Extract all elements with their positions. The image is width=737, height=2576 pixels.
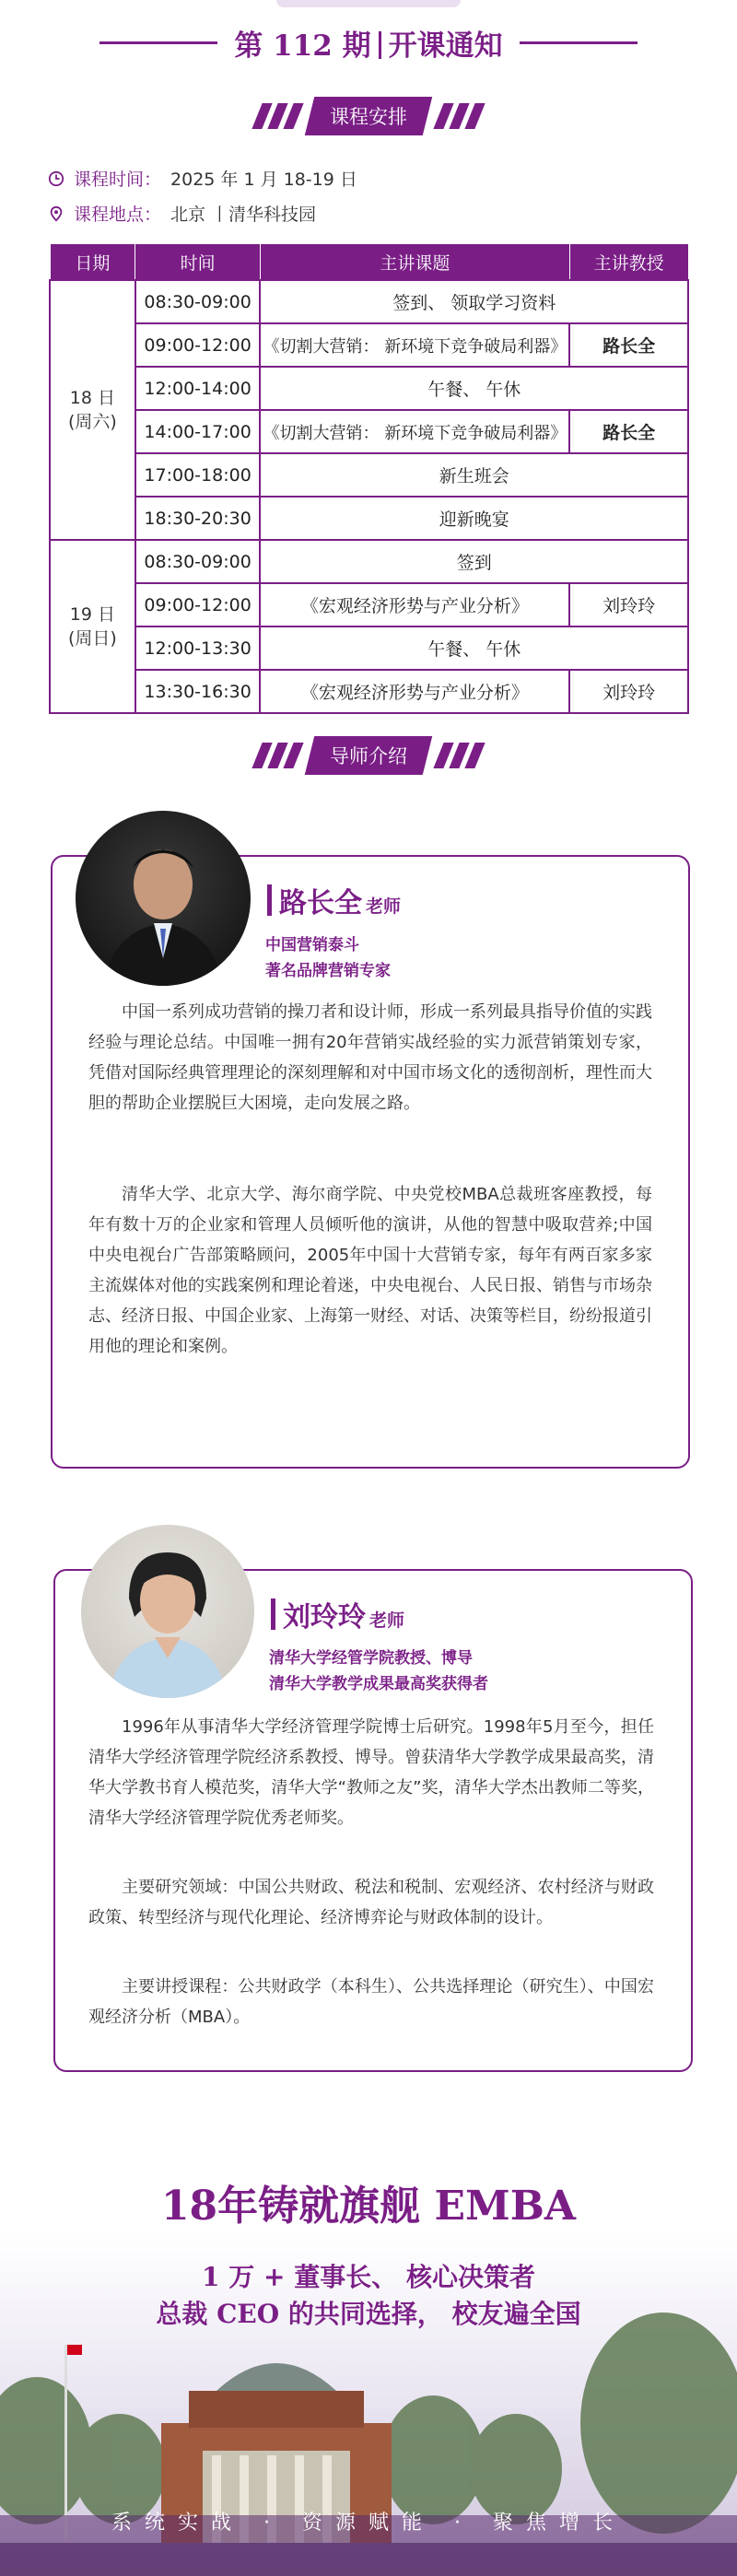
header-time: 时间 bbox=[135, 244, 261, 281]
schedule-banner-label: 课程安排 bbox=[305, 97, 432, 135]
schedule-table bbox=[49, 243, 689, 714]
day1-cell bbox=[50, 280, 135, 540]
mentor-liu-title-2: 清华大学教学成果最高奖获得者 bbox=[269, 1675, 488, 1693]
table-header-row bbox=[50, 244, 688, 281]
row-time: 17:00-18:00 bbox=[135, 453, 261, 497]
mentor-liu-name-row bbox=[271, 1594, 404, 1634]
banner-right-stripes bbox=[439, 103, 480, 129]
header-right-line bbox=[520, 41, 638, 44]
mentor-lu-titles bbox=[265, 932, 391, 984]
mentor-liu-bio-1: 1996年从事清华大学经济管理学院博士后研究。1998年5月至今，担任清华大学经济管理学院经济系教授、博导。曾获清华大学教学成果最高奖，清华大学教书育人模范奖，清华大学“教师之友”奖，清华大学杰出教师二等奖，清华大学经济管理学院优秀老师奖。 bbox=[88, 1717, 654, 1828]
table-row bbox=[50, 410, 688, 453]
row-time: 13:30-16:30 bbox=[135, 670, 261, 713]
table-row bbox=[50, 280, 688, 323]
location-pin-icon bbox=[48, 205, 64, 222]
row-topic: 《宏观经济形势与产业分析》 bbox=[260, 583, 569, 626]
mentor-liu-avatar bbox=[81, 1525, 254, 1698]
mentor-lu-bio-1: 中国一系列成功营销的操刀者和设计师，形成一系列最具指导价值的实践经验与理论总结。中国唯一拥有20年营销实战经验的实力派营销策划专家，凭借对国际经典管理理论的深刻理解和对中国市场文化的透彻剖析，理性而大胆的帮助企业摆脱巨大困境，走向发展之路。 bbox=[88, 1002, 652, 1113]
page-header bbox=[0, 17, 737, 68]
row-time: 09:00-12:00 bbox=[135, 323, 261, 367]
mentors-banner-label: 导师介绍 bbox=[305, 736, 432, 775]
row-speaker: 刘玲玲 bbox=[569, 583, 688, 626]
clock-icon bbox=[48, 170, 64, 187]
name-accent-bar bbox=[267, 884, 272, 916]
table-row bbox=[50, 626, 688, 670]
mentor-liu-titles bbox=[269, 1645, 488, 1697]
mentor-lu-name: 路长全 bbox=[279, 887, 362, 919]
row-time: 12:00-14:00 bbox=[135, 367, 261, 410]
mentor-liu-title-1: 清华大学经管学院教授、博导 bbox=[269, 1649, 473, 1668]
row-speaker: 路长全 bbox=[569, 410, 688, 453]
course-place-row bbox=[48, 201, 316, 226]
row-speaker: 路长全 bbox=[569, 323, 688, 367]
row-time: 18:30-20:30 bbox=[135, 497, 261, 540]
mentor-lu-name-row bbox=[267, 880, 401, 920]
row-topic: 签到、 领取学习资料 bbox=[260, 280, 688, 323]
notice-title: 开课通知 bbox=[388, 29, 503, 63]
emba-line-2: 总裁 CEO 的共同选择， 校友遍全国 bbox=[156, 2299, 581, 2329]
header-topic: 主讲课题 bbox=[260, 244, 569, 281]
banner-left-stripes bbox=[257, 743, 298, 768]
course-time-row bbox=[48, 166, 357, 191]
day2-weekday: (周日) bbox=[67, 628, 117, 649]
day2-cell bbox=[50, 540, 135, 713]
mentor-liu-bio-3: 主要讲授课程：公共财政学（本科生）、公共选择理论（研究生）、中国宏观经济分析（MBA）。 bbox=[88, 1977, 654, 2027]
table-row bbox=[50, 367, 688, 410]
mentor-lu-bio-2: 清华大学、北京大学、海尔商学院、中央党校MBA总裁班客座教授，每年有数十万的企业家和管理人员倾听他的演讲，从他的智慧中吸取营养;中国中央电视台广告部策略顾问，2005年中国十大营销专家，每年有两百家多家主流媒体对他的实践案例和理论着迷，中央电视台、人民日报、销售与市场杂志、经济日报、中国企业家、上海第一财经、对话、决策等栏目，纷纷报道引用他的理论和案例。 bbox=[88, 1185, 652, 1356]
row-time: 09:00-12:00 bbox=[135, 583, 261, 626]
row-topic: 迎新晚宴 bbox=[260, 497, 688, 540]
banner-right-stripes bbox=[439, 743, 480, 768]
name-accent-bar bbox=[271, 1598, 275, 1630]
header-speaker: 主讲教授 bbox=[569, 244, 688, 281]
day1-weekday: (周六) bbox=[67, 412, 117, 432]
schedule-section-banner bbox=[0, 98, 737, 135]
course-place-value: 北京 丨清华科技园 bbox=[170, 205, 317, 225]
row-topic: 午餐、 午休 bbox=[260, 626, 688, 670]
row-topic: 《切割大营销： 新环境下竞争破局利器》 bbox=[260, 323, 569, 367]
mentor-liu-name: 刘玲玲 bbox=[283, 1601, 366, 1633]
top-arc-decoration bbox=[276, 0, 461, 7]
mentor-lu-title-1: 中国营销泰斗 bbox=[265, 936, 359, 954]
mentor-liu-suffix: 老师 bbox=[369, 1610, 405, 1631]
emba-slogan: 系统实战 · 资源赋能 · 聚焦增长 bbox=[111, 2512, 626, 2535]
emba-promo-section bbox=[0, 2147, 737, 2576]
banner-left-stripes bbox=[257, 103, 298, 129]
course-time-label: 课程时间： bbox=[74, 170, 162, 190]
row-speaker: 刘玲玲 bbox=[569, 670, 688, 713]
mentor-lu-title-2: 著名品牌营销专家 bbox=[265, 962, 391, 980]
row-time: 14:00-17:00 bbox=[135, 410, 261, 453]
table-row bbox=[50, 453, 688, 497]
row-topic: 《切割大营销： 新环境下竞争破局利器》 bbox=[260, 410, 569, 453]
page-title bbox=[234, 22, 502, 64]
table-row bbox=[50, 583, 688, 626]
emba-headline: 18年铸就旗舰 EMBA bbox=[160, 2183, 577, 2230]
mentor-lu-avatar bbox=[76, 811, 251, 986]
course-place-label: 课程地点： bbox=[74, 205, 162, 225]
mentor-lu-suffix: 老师 bbox=[366, 896, 402, 917]
row-time: 12:00-13:30 bbox=[135, 626, 261, 670]
table-row bbox=[50, 323, 688, 367]
row-topic: 新生班会 bbox=[260, 453, 688, 497]
mentor-liu-bio-2: 主要研究领域：中国公共财政、税法和税制、宏观经济、农村经济与财政政策、转型经济与现代化理论、经济博弈论与财政体制的设计。 bbox=[88, 1878, 654, 1927]
issue-number: 第 112 期 bbox=[234, 29, 371, 63]
header-date: 日期 bbox=[50, 244, 135, 281]
row-time: 08:30-09:00 bbox=[135, 280, 261, 323]
day2-date: 19 日 bbox=[69, 604, 115, 625]
course-time-value: 2025 年 1 月 18-19 日 bbox=[170, 170, 357, 190]
row-topic: 午餐、 午休 bbox=[260, 367, 688, 410]
title-divider bbox=[379, 31, 381, 59]
emba-line-1: 1 万 + 董事长、 核心决策者 bbox=[202, 2262, 535, 2292]
row-time: 08:30-09:00 bbox=[135, 540, 261, 583]
table-row bbox=[50, 540, 688, 583]
header-left-line bbox=[99, 41, 217, 44]
mentors-section-banner bbox=[0, 737, 737, 774]
row-topic: 《宏观经济形势与产业分析》 bbox=[260, 670, 569, 713]
table-row bbox=[50, 670, 688, 713]
row-topic: 签到 bbox=[260, 540, 688, 583]
day1-date: 18 日 bbox=[69, 388, 115, 408]
table-row bbox=[50, 497, 688, 540]
